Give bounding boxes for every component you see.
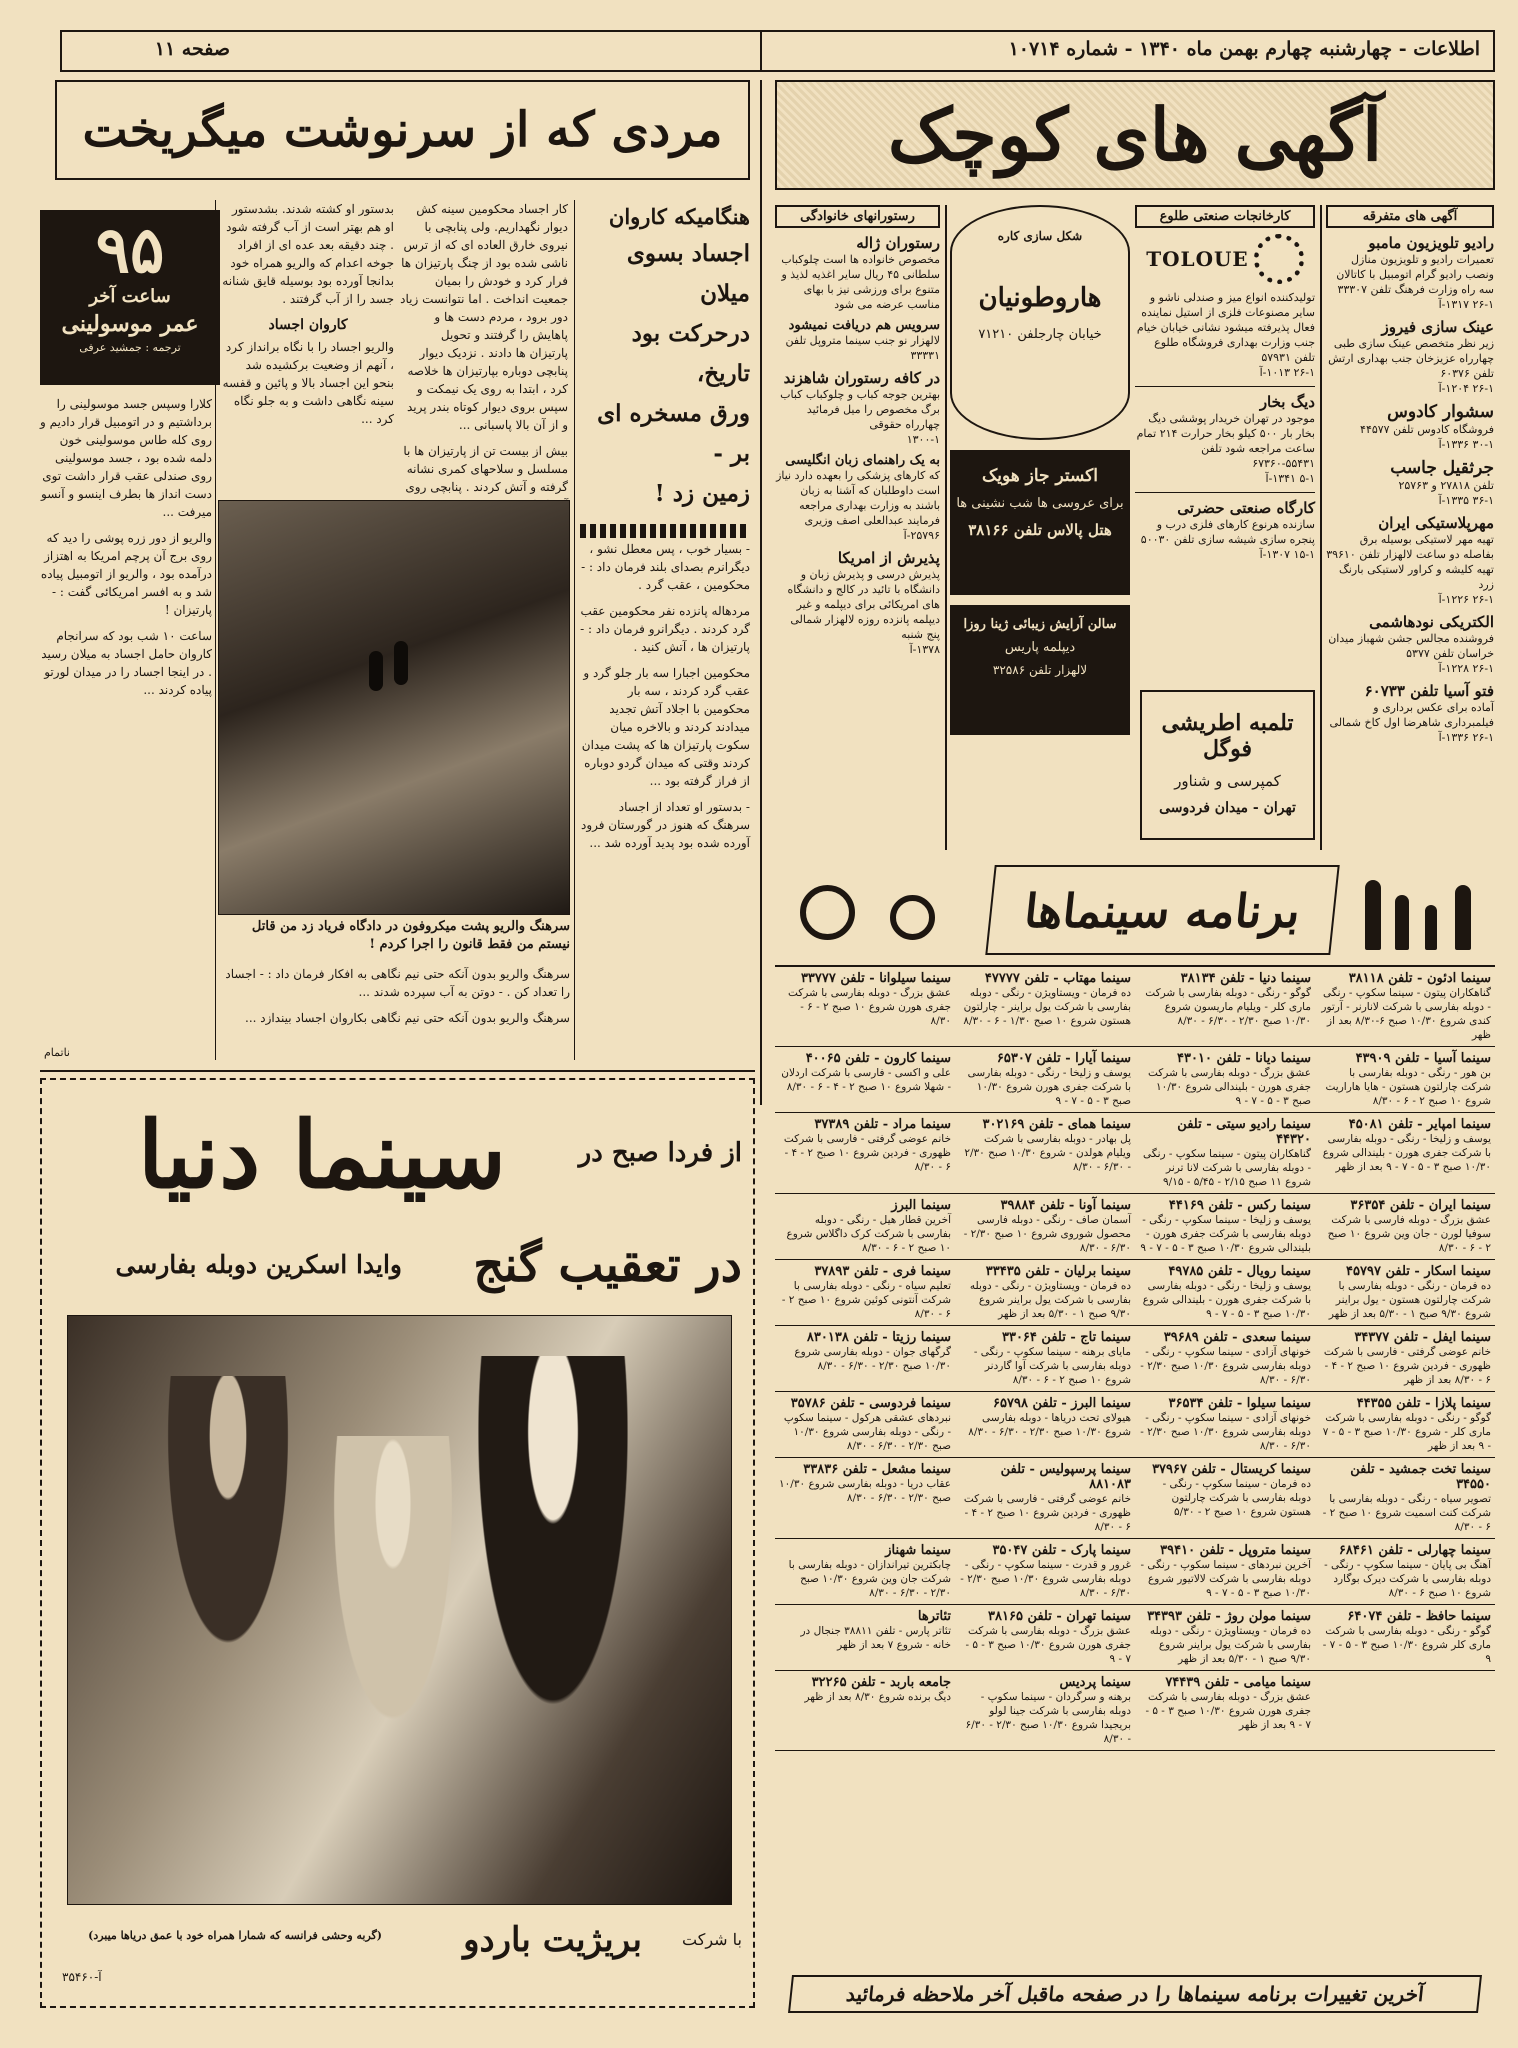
admission-ad-text: پذیرش درسی و پذیرش زبان و دانشگاه با تائید در کالج و دانشگاه های امریکائی برای دیپلمه و غیر دیپلمه پانزده روزه لالهزار شمالی پنج شنبه	[787, 568, 940, 641]
cinema-name: سینما آیارا - تلفن ۶۵۳۰۷	[996, 1051, 1131, 1066]
story-continued: ناتمام	[44, 1046, 70, 1059]
story-paragraph: سرهنگ والریو بدون آنکه حتی نیم نگاهی به افکار فرمان داد : - اجساد را تعداد کن . - دوتن به آب سپرده شدند ...	[225, 967, 570, 999]
cinema-banner-figures	[1355, 870, 1485, 955]
story-headline-2: اجساد بسوی میلان	[626, 240, 750, 307]
cafe-ad-code: ۱۳۰۰-۱	[906, 433, 940, 446]
film-reel-icon	[890, 895, 935, 940]
ornament-divider	[580, 524, 750, 538]
cinema-text: عشق بزرگ - دوبله بفارسی با شرکت جفری هورن شروع ۱۰ صبح ۲ - ۶ - ۸/۳۰	[788, 987, 951, 1027]
restaurant-ad-text: مخصوص خانواده ها است چلوکباب سلطانی ۴۵ ریال سایر اغذیه لذیذ و متنوع برای ورزشی نیز با بهای مناسب عرضه می شود	[781, 253, 940, 311]
cinema-listing	[955, 967, 1135, 1047]
gear-icon	[1254, 234, 1304, 284]
cinema-text: آهنگ بی پایان - سینما سکوپ - رنگی - دوبله بفارسی با شرکت دیرک بوگارد شروع ۱۰ صبح ۶ - ۸/۳۰	[1324, 1559, 1491, 1599]
cinema-text: نبردهای عشقی هرکول - سینما سکوپ - رنگی - دوبله بفارسی شروع ۱۰/۳۰ صبح ۲/۳۰ - ۶/۳۰ - ۸/۳۰	[783, 1412, 951, 1452]
misc-ad-text: فروشنده مجالس جشن شهباز میدان خراسان تلفن ۵۳۷۷	[1328, 632, 1494, 660]
cinema-listing	[1135, 1539, 1315, 1605]
misc-ad-code: ۲۶-۱ ۱۳۳۶-آ	[1438, 731, 1494, 744]
ad-box-line2: تهران - میدان فردوسی	[1159, 800, 1296, 816]
boiler-ad-text: موجود در تهران خریدار پوششی دیگ بخار بار ۵۰۰ کیلو بخار حرارت ۲۱۴ تمام ساعت مراجعه شود تلفن ۵۵۴۳۱-۶۷۳۶۰	[1136, 412, 1315, 470]
story-title: مردی که از سرنوشت میگریخت	[82, 102, 723, 158]
cinema-name: سینما پردیس	[1059, 1675, 1131, 1690]
cinema-text: خانم عوضی گرفتی - فارسی با شرکت ظهوری - فردین شروع ۱۰ صبح ۲ - ۴ - ۶ - ۸/۳۰ بعد از ظهر	[1323, 1346, 1491, 1386]
story-paragraph: مردهاله پانزده نفر محکومین عقب گرد کردند . دیگرانرو فرمان داد : - پارتیزان ها ، آتش کنید .	[580, 604, 750, 654]
story-photo-caption: سرهنگ والریو پشت میکروفون در دادگاه فریاد زد من قاتل نیستم من فقط قانون را اجرا کردم !	[251, 919, 570, 952]
cinema-name: سینما البرز - تلفن ۶۵۷۹۸	[993, 1396, 1131, 1411]
cinema-listing	[775, 1671, 955, 1751]
workshop-ad-code: ۱۵-۱ ۱۳۰۷-آ	[1259, 548, 1315, 561]
cinema-listing	[1135, 967, 1315, 1047]
ad-box-salon	[950, 605, 1130, 735]
cinema-listing	[955, 1047, 1135, 1113]
cinema-name: سینما دیانا - تلفن ۴۳۰۱۰	[1177, 1051, 1311, 1066]
story-col-5	[218, 965, 570, 1060]
misc-ad-text: تلفن ۲۷۸۱۸ و ۲۵۷۶۳	[1398, 479, 1494, 492]
misc-ad-7	[1326, 682, 1494, 745]
countdown-box	[40, 210, 220, 385]
cinema-text: ده فرمان - رنگی - دوبله بفارسی با شرکت چارلتون هستون - یول براینر شروع ۹/۳۰ صبح ۱ - ۵/۳۰ بعد از ظهر	[1328, 1280, 1491, 1320]
cinema-name: سینما امپایر - تلفن ۴۵۰۸۱	[1348, 1117, 1491, 1132]
dinia-ad-code: ۳۵۴۶۰-آ	[62, 1970, 102, 1984]
actor-figure	[158, 1376, 298, 1676]
cinema-text: گوگو - رنگی - دوبله بفارسی با شرکت ماری کلر - ویلیام ماریسون شروع ۱۰/۳۰ صبح ۲/۳۰ - ۶/۳۰ - ۸/۳۰	[1145, 987, 1311, 1027]
countdown-label: ساعت آخر	[89, 286, 171, 307]
cinema-listing	[1315, 1605, 1495, 1671]
cinema-name: سینما کریستال - تلفن ۳۷۹۶۷	[1152, 1462, 1311, 1477]
cinema-text: خونهای آزادی - سینما سکوپ - رنگی - دوبله بفارسی شروع ۱۰/۳۰ صبح ۲/۳۰ - ۶/۳۰ - ۸/۳۰	[1140, 1412, 1311, 1452]
ads-col-restaurants	[775, 205, 940, 850]
admission-ad-title: پذیرش از امریکا	[837, 549, 940, 567]
story-headline-5: زمین زد !	[654, 480, 750, 507]
ads-col-misc-heading: آگهی های متفرقه	[1326, 205, 1494, 228]
cinema-listing	[1135, 1605, 1315, 1671]
cinema-listing	[1135, 1194, 1315, 1260]
misc-ad-title: رادیو تلویزیون مامبو	[1368, 234, 1494, 252]
story-paragraph: سرهنگ والریو بدون آنکه حتی نیم نگاهی بکاروان اجساد بیندازد ...	[245, 1011, 570, 1025]
admission-ad-code: ۱۳۷۸-آ	[909, 643, 940, 656]
cinema-text: بن هور - رنگی - دوبله بفارسی با شرکت چارلتون هستون - هایا هاراریت شروع ۱۰ صبح ۲ - ۶ - ۸/۳۰	[1325, 1067, 1491, 1107]
ad-box-line2: هتل پالاس تلفن ۳۸۱۶۶	[968, 521, 1112, 539]
cinema-listing	[1315, 1194, 1495, 1260]
cinema-name: سینما دنیا - تلفن ۳۸۱۳۴	[1180, 971, 1311, 986]
cinema-name: سینما میامی - تلفن ۷۴۴۳۹	[1165, 1675, 1311, 1690]
ads-col-rule-2	[945, 205, 947, 850]
cinema-listing	[955, 1260, 1135, 1326]
cinema-text: آسمان صاف - رنگی - دوبله فارسی محصول شوروی شروع ۱۰ صبح ۲/۳۰ - ۶/۳۰ - ۸/۳۰	[963, 1214, 1131, 1254]
misc-ad-text: تهیه مهر لاستیکی بوسیله برق بفاصله دو ساعت لالهزار تلفن ۳۹۶۱۰ تهیه کلیشه و کراور لاستیکی بارنگ زرد	[1326, 533, 1494, 591]
story-paragraph: کلارا وسپس جسد موسولینی را برداشتیم و در اتومبیل قرار دادیم و روی کله طاس موسولینی خون دلمه شده بود ، جسد موسولینی روی صندلی عقب قرار داشت توی دست انداز ها بطرف اینسو و آنسو میرفت ...	[39, 397, 212, 519]
guide-ad-title: به یک راهنمای زبان انگلیسی	[785, 453, 940, 468]
misc-ad-3	[1326, 402, 1494, 452]
cinema-text: عشق بزرگ - دوبله بفارسی با شرکت جفری هورن شروع ۱۰/۳۰ صبح ۳ - ۵ - ۷ - ۹ بعد از ظهر	[1145, 1691, 1311, 1731]
misc-ad-2	[1326, 318, 1494, 396]
cinema-text: یوسف و زلیخا - رنگی - دوبله بفارسی با شرکت جفری هورن - بلیندالی شروع ۱۰/۳۰ صبح ۳ - ۵ - ۷ - ۹ بعد از ظهر	[1322, 1133, 1491, 1173]
toloue-logo	[1135, 234, 1315, 284]
misc-ad-1	[1326, 234, 1494, 312]
cinema-text: علی و اکسی - فارسی با شرکت اردلان - شهلا شروع ۱۰ صبح ۲ - ۴ - ۶ - ۸/۳۰	[781, 1067, 951, 1093]
cinema-name: سینما سعدی - تلفن ۳۹۶۸۹	[1163, 1330, 1311, 1345]
cinema-listing	[775, 1194, 955, 1260]
workshop-ad-text: سازنده هرنوع کارهای فلزی درب و پنجره سازی شیشه سازی تلفن ۵۰۰۳۰	[1140, 518, 1315, 546]
dinia-ad-film-still	[67, 1315, 732, 1905]
cinema-listing	[955, 1194, 1135, 1260]
service-ad-text: لالهزار نو جنب سینما متروپل تلفن ۳۳۳۳۱	[785, 334, 940, 362]
misc-ad-text: تعمیرات رادیو و تلویزیون منازل ونصب رادیو گرام اتومبیل با کاتالان سه راه وزارت فرهنگ تلفن ۳۳۳۰۷	[1336, 253, 1494, 296]
misc-ad-5	[1326, 514, 1494, 607]
cinema-text: تصویر سیاه - رنگی - دوبله بفارسی با شرکت کنت اسمیت شروع ۱۰ صبح ۲ - ۶ - ۸/۳۰	[1322, 1493, 1491, 1533]
cinema-text: چابکترین تیراندازان - دوبله بفارسی با شرکت جان وین شروع ۱۰/۳۰ صبح ۲/۳۰ - ۶/۳۰ - ۸/۳۰	[788, 1559, 951, 1599]
cinema-text: گوگو - رنگی - دوبله بفارسی با شرکت ماری کلر شروع ۱۰/۳۰ صبح ۳ - ۵ - ۷ - ۹	[1322, 1625, 1491, 1665]
cinema-listing	[1135, 1392, 1315, 1458]
cinema-text: پل بهادر - دوبله بفارسی با شرکت ویلیام هولدن - شروع ۱۰/۳۰ صبح ۲/۳۰ - ۶/۳۰ - ۸/۳۰	[964, 1133, 1131, 1173]
misc-ad-text: فروشگاه کادوس تلفن ۴۴۵۷۷	[1360, 423, 1494, 436]
story-paragraph: والریو از دور زره پوشی را دید که روی برج آن پرچم امریکا به اهتزاز درآمده بود ، والریو از اتومبیل پیاده شد و به افسر امریکائی گفت : - پارتیزان !	[40, 531, 212, 617]
cinema-listing	[1315, 1671, 1495, 1751]
cinema-name: سینما فردوسی - تلفن ۳۵۷۸۶	[790, 1396, 951, 1411]
person-icon	[1425, 905, 1437, 950]
cinema-listing	[955, 1605, 1135, 1671]
misc-ad-code: ۲۶-۱ ۱۲۰۴-آ	[1438, 382, 1494, 395]
cinema-text: گناهکاران پیتون - سینما سکوپ - رنگی - دوبله بفارسی با شرکت لانا ترنر شروع ۱۱ صبح ۲/۱۵ - ۵/۴۵ - ۹/۱۵	[1143, 1148, 1311, 1188]
dinia-ad-prefix: از فردا صبح در	[578, 1138, 742, 1168]
ad-box-line1: هاروطونیان	[978, 283, 1102, 313]
film-reel-icon	[800, 885, 855, 940]
countdown-number: ۹۵	[95, 213, 165, 288]
person-icon	[1395, 895, 1409, 950]
cinema-text: گرگهای جوان - دوبله بفارسی شروع ۱۰/۳۰ صبح ۲/۳۰ - ۶/۳۰ - ۸/۳۰	[794, 1346, 951, 1372]
cinema-name: سینما رادیو سیتی - تلفن ۴۴۳۲۰	[1177, 1117, 1311, 1147]
cinema-text: دیگ برنده شروع ۸/۳۰ بعد از ظهر	[804, 1691, 951, 1703]
cinema-text: آخرین نبردهای - سینما سکوپ - رنگی - دوبله بفارسی با شرکت لالاتیور شروع ۱۰/۳۰ صبح ۳ - ۵ - ۷ - ۹	[1140, 1559, 1311, 1599]
dinia-ad-film: در تعقیب گنج	[473, 1237, 742, 1293]
cinema-listing	[955, 1458, 1135, 1539]
story-paragraph: - بدستور او تعداد از اجساد سرهنگ که هنوز در گورستان فرود آورده شده بود پدید آورده شد ...	[580, 800, 750, 850]
dinia-ad-star: بریژیت باردو	[463, 1920, 642, 1960]
cinema-name: سینما شهناز	[885, 1543, 951, 1558]
cinema-text: ده فرمان - ویستاویژن - رنگی - دوبله بفارسی با شرکت یول براینر شروع ۹/۳۰ صبح ۱ - ۵/۳۰ بعد از ظهر	[969, 1280, 1131, 1320]
story-paragraph: بیش از بیست تن از پارتیزان ها با مسلسل و سلاحهای کمری نشانه گرفته و آتش کردند . پنابچی روی	[403, 444, 568, 494]
story-title-box	[55, 80, 750, 180]
cinema-name: سینما تاج - تلفن ۳۳۰۶۴	[1001, 1330, 1131, 1345]
cinema-listing	[1135, 1458, 1315, 1539]
cinema-name: سینما تهران - تلفن ۳۸۱۶۵	[988, 1609, 1131, 1624]
misc-ad-text: زیر نظر متخصص عینک سازی طبی چهارراه عزیزخان جنب بهداری ارتش تلفن ۶۰۳۷۶	[1328, 337, 1494, 380]
small-ads-title: آگهی های کوچک	[887, 92, 1383, 177]
cinema-footer-text: آخرین تغییرات برنامه سینماها را در صفحه ماقبل آخر ملاحظه فرمائید	[844, 1982, 1426, 2006]
toloue-ad-text: تولیدکننده انواع میز و صندلی ناشو و سایر مصنوعات فلزی از استیل نماینده فعال پذیرفته میشود نشانی خیابان خیام جنب وزارت بهداری فروشگاه طلوع تلفن ۵۷۹۳۱	[1136, 291, 1315, 364]
cinema-text: ده فرمان - ویستاویژن - رنگی - دوبله بفارسی با شرکت یول براینر شروع ۹/۳۰ صبح ۱ - ۵/۳۰ بعد از ظهر	[1149, 1625, 1311, 1665]
ads-col-industry-heading: کارخانجات صنعتی طلوع	[1135, 205, 1315, 228]
cinema-name: سینما فری - تلفن ۳۷۸۹۳	[814, 1264, 951, 1279]
boiler-ad-title: دیگ بخار	[1259, 393, 1315, 411]
cafe-ad-text: بهترین جوجه کباب و چلوکباب کباب برگ مخصوص را میل فرمائید چهارراه حقوقی	[780, 388, 940, 431]
cinema-text: غرور و قدرت - سینما سکوپ - رنگی - دوبله بفارسی شروع ۱۰/۳۰ صبح ۲/۳۰ - ۶/۳۰ - ۸/۳۰	[960, 1559, 1131, 1599]
cinema-grid	[775, 965, 1495, 1965]
ad-box-title: اکستر جاز هویک	[982, 466, 1098, 486]
cinema-listing	[775, 1047, 955, 1113]
cinema-listing	[1315, 1392, 1495, 1458]
cinema-listing	[775, 1326, 955, 1392]
cinema-banner	[985, 865, 1339, 955]
ad-box-line1: برای عروسی ها شب نشینی ها	[956, 496, 1124, 511]
story-col-4	[40, 395, 212, 1045]
cinema-text: خانم عوضی گرفتی - فارسی با شرکت ظهوری - فردین شروع ۱۰ صبح ۲ - ۴ - ۶ - ۸/۳۰	[963, 1493, 1131, 1533]
cinema-listing	[955, 1392, 1135, 1458]
misc-ad-text: آماده برای عکس برداری و فیلمبرداری شاهرضا اول کاخ شمالی	[1329, 701, 1494, 729]
story-headline-1: هنگامیکه کاروان	[608, 204, 750, 229]
cinema-text: عشق بزرگ - دوبله بفارسی با شرکت جفری هورن - بلیندالی شروع ۱۰/۳۰ صبح ۳ - ۵ - ۷ - ۹	[1148, 1067, 1311, 1107]
person-icon	[1365, 880, 1381, 950]
cinema-footer-notice	[788, 1975, 1482, 2013]
actress-figure	[318, 1436, 468, 1776]
cinema-listing	[1315, 1326, 1495, 1392]
misc-ad-code: ۳۶-۱ ۱۳۳۵-آ	[1438, 494, 1494, 507]
cinema-name: سینما رویال - تلفن ۴۹۷۸۵	[1168, 1264, 1311, 1279]
cinema-name: سینما رکس - تلفن ۴۴۱۶۹	[1168, 1198, 1311, 1213]
microphone-icon	[369, 651, 383, 691]
ad-box-vogel	[1140, 690, 1315, 840]
main-column-divider	[760, 80, 762, 1105]
cinema-name: سینما آسیا - تلفن ۴۳۹۰۹	[1355, 1051, 1491, 1066]
ad-box-line2: خیابان چارجلفن ۷۱۲۱۰	[978, 327, 1102, 342]
cinema-name: جامعه باربد - تلفن ۳۲۲۶۵	[811, 1675, 951, 1690]
cinema-name: سینما سیلوا - تلفن ۳۶۵۳۴	[1168, 1396, 1311, 1411]
cinema-banner-title: برنامه سینماها	[1021, 884, 1303, 938]
cinema-text: هیولای تحت دریاها - دوبله بفارسی شروع ۱۰/۳۰ صبح ۲/۳۰ - ۶/۳۰ - ۸/۳۰	[968, 1412, 1131, 1438]
cinema-text: یوسف و زلیخا - رنگی - دوبله بفارسی با شرکت جفری هورن - بلیندالی شروع ۱۰/۳۰ صبح ۳ - ۵ - ۷ - ۹	[1142, 1280, 1311, 1320]
story-col-3	[222, 200, 394, 495]
dinia-ad-with: با شرکت	[682, 1930, 742, 1949]
cinema-listing	[1315, 1458, 1495, 1539]
cinema-text: تئاتر پارس - تلفن ۳۸۸۱۱ جنجال در خانه - شروع ۷ بعد از ظهر	[800, 1625, 951, 1651]
ad-box-title: شکل سازی کاره	[997, 229, 1083, 243]
cinema-listing	[775, 1458, 955, 1539]
misc-ad-title: مهرپلاستیکی ایران	[1378, 514, 1494, 532]
cinema-text: برهنه و سرگردان - سینما سکوپ - دوبله بفارسی با شرکت جینا لولو بریجیدا شروع ۱۰/۳۰ صبح ۲/۳۰ - ۶/۳۰ - ۸/۳۰	[965, 1691, 1131, 1745]
cinema-name: سینما همای - تلفن ۳۰۲۱۶۹	[982, 1117, 1131, 1132]
cinema-listing	[775, 1605, 955, 1671]
cinema-text: عشق بزرگ - دوبله فارسی با شرکت سوفیا لورن - جان وین شروع ۱۰ صبح ۲ - ۶ - ۸/۳۰	[1327, 1214, 1491, 1254]
cinema-listing	[1315, 967, 1495, 1047]
cinema-name: سینما کارون - تلفن ۴۰۰۶۵	[805, 1051, 951, 1066]
countdown-subject: عمر موسولینی	[61, 311, 199, 337]
ad-box-line1: دیپلمه پاریس	[1004, 640, 1076, 655]
cinema-listing	[1315, 1113, 1495, 1194]
misc-ad-title: عینک سازی فیروز	[1381, 318, 1494, 336]
workshop-ad-title: کارگاه صنعتی حضرتی	[1177, 499, 1315, 517]
microphone-icon	[394, 641, 408, 685]
story-col-rule	[215, 200, 216, 1060]
cinema-listing	[1315, 1260, 1495, 1326]
cinema-text: عقاب دریا - دوبله بفارسی شروع ۱۰/۳۰ صبح ۲/۳۰ - ۶/۳۰ - ۸/۳۰	[779, 1478, 951, 1504]
cinema-dinia-ad	[40, 1078, 755, 2008]
cinema-text: گناهکاران پیتون - سینما سکوپ - رنگی - دوبله بفارسی با شرکت لانارنر - آرتور کندی شروع ۱۰/۳۰ صبح ۶-۸/۳۰ بعد از ظهر	[1321, 987, 1491, 1041]
story-headline-3: درحرکت بود تاریخ،	[631, 320, 750, 387]
misc-ad-title: فتو آسیا تلفن ۶۰۷۳۳	[1364, 682, 1494, 700]
story-paragraph: کار اجساد محکومین سینه کش دیوار نگهداریم. ولی پنابچی با نیروی خارق العاده ای که از ترس ناشی شده بود از چنگ پارتیزان ها فرار کرد و خودش را بمیان جمعیت انداخت . اما نتوانست زیاد دور برود ، مردم دست ها و پاهایش را گرفتند و تحویل پارتیزان ها دادند . نزدیک دیوار پنابچی دوباره بپارتیزان ها خلاصه کرد ، ابتدا به روی یک نیمکت و سپس بروی دیوار کوتاه بندر پرید و از آن بالا پاسبانی ...	[400, 202, 568, 432]
cinema-text: گوگو - رنگی - دوبله بفارسی با شرکت ماری کلر - شروع ۱۰/۳۰ صبح ۳ - ۵ - ۷ - ۹ بعد از ظهر	[1322, 1412, 1491, 1452]
misc-ad-code: ۳۰-۱ ۱۳۳۶-آ	[1438, 438, 1494, 451]
cinema-listing	[775, 1113, 955, 1194]
cinema-name: سینما ایفل - تلفن ۳۴۳۷۷	[1354, 1330, 1491, 1345]
cinema-listing	[1135, 1047, 1315, 1113]
ads-col-misc	[1326, 205, 1494, 850]
misc-ad-6	[1326, 613, 1494, 676]
misc-ad-code: ۲۶-۱ ۱۲۲۸-آ	[1438, 662, 1494, 675]
cinema-text: ده فرمان - ویستاویژن - رنگی - دوبله بفارسی با شرکت یول براینر - چارلتون هستون شروع ۱۰ صبح ۱/۳۰ - ۶ - ۸/۳۰	[963, 987, 1131, 1027]
ads-col-rule-1	[1320, 205, 1322, 850]
cinema-name: سینما مولن روژ - تلفن ۳۴۳۹۳	[1147, 1609, 1311, 1624]
cinema-text: خانم عوضی گرفتی - فارسی با شرکت ظهوری - فردین شروع ۱۰ صبح ۲ - ۴ - ۶ - ۸/۳۰	[783, 1133, 951, 1173]
ad-box-harutunian	[950, 205, 1130, 440]
cinema-listing	[775, 1392, 955, 1458]
dinia-ad-subtitle: وایدا اسکرین دوبله بفارسی	[115, 1250, 402, 1279]
cinema-name: سینما ایران - تلفن ۳۶۳۵۴	[1350, 1198, 1491, 1213]
story-photo-mussolini-trial	[218, 500, 570, 915]
cinema-listing	[955, 1326, 1135, 1392]
cinema-name: سینما پلازا - تلفن ۴۴۳۵۵	[1356, 1396, 1491, 1411]
cinema-text: یوسف و زلیخا - رنگی - دوبله بفارسی با شرکت جفری هورن شروع ۱۰/۳۰ صبح ۳ - ۵ - ۷ - ۹	[967, 1067, 1131, 1107]
cinema-name: تئاترها	[917, 1609, 951, 1624]
ad-box-title: سالن آرایش زیبائی ژینا روزا	[963, 617, 1117, 632]
cinema-text: خونهای آزادی - سینما سکوپ - رنگی - دوبله بفارسی شروع ۱۰/۳۰ صبح ۲/۳۰ - ۶/۳۰ - ۸/۳۰	[1140, 1346, 1311, 1386]
toloue-ad-code: ۲۶-۱ ۱۰۱۳-آ	[1259, 366, 1315, 379]
cinema-name: سینما ادئون - تلفن ۳۸۱۱۸	[1348, 971, 1491, 986]
ad-top-rule	[40, 1070, 755, 1072]
cinema-listing	[775, 1539, 955, 1605]
story-paragraph: والریو اجساد را با نگاه برانداز کرد ، آنهم از وضعیت برکشیده شد بنحو این اجساد بالا و پائین و قفسه سینه نگاهی داشت و به جلو نگاه کرد ...	[222, 340, 394, 426]
boiler-ad-code: ۵-۱ ۱۳۴۱-آ	[1265, 472, 1315, 485]
ad-box-jazz	[950, 450, 1130, 595]
misc-ad-code: ۲۶-۱ ۱۳۱۷-آ	[1438, 298, 1494, 311]
small-ads-banner	[775, 80, 1495, 190]
header-right-text: اطلاعات - چهارشنبه چهارم بهمن ماه ۱۳۴۰ - شماره ۱۰۷۱۴	[1008, 38, 1480, 60]
cinema-listing	[1315, 1539, 1495, 1605]
ad-box-title: تلمبه اطریشی فوگل	[1161, 710, 1294, 762]
cinema-text: ده فرمان - سینما سکوپ - رنگی - دوبله بفارسی با شرکت چارلتون هستون شروع ۱۰ صبح ۲ - ۵/۳۰	[1162, 1478, 1311, 1518]
ads-col-restaurants-heading: رستورانهای خانوادگی	[775, 205, 940, 228]
cinema-name: سینما تخت جمشید - تلفن ۳۴۵۵۰	[1350, 1462, 1491, 1492]
story-headline-box	[580, 200, 750, 530]
cinema-name: سینما مشعل - تلفن ۳۳۸۳۶	[803, 1462, 951, 1477]
cinema-listing	[1315, 1047, 1495, 1113]
story-paragraph: محکومین اجبارا سه بار جلو گرد و عقب گرد کردند ، سه بار محکومین با اجلاد آتش تجدید میدادند کردند و بالاخره میان سکوت پارتیزان ها که پشت میدان کردند وقتی که میدان گردو دوباره از فراز گرفته بود ...	[581, 666, 750, 788]
cinema-listing	[1135, 1113, 1315, 1194]
dinia-ad-note: (گربه وحشی فرانسه که شمارا همراه خود با عمق دریاها میبرد)	[88, 1929, 382, 1942]
misc-ad-title: الکتریکی نودهاشمی	[1369, 613, 1494, 631]
service-ad-title: سرویس هم دریافت نمیشود	[788, 318, 940, 333]
cinema-text: تعلیم سیاه - رنگی - دوبله بفارسی با شرکت آنتونی کوئین شروع ۱۰ صبح ۲ - ۶ - ۸/۳۰	[781, 1280, 951, 1320]
story-headline-4: ورق مسخره ای بر -	[597, 400, 750, 467]
story-paragraph: بدستور او کشته شدند. بشدستور او هم بهتر است از آب گرفته شود . چند دقیقه بعد عده ای از افراد جوخه اعدام که والریو همراه خود بدانجا آورده بود بوسیله قایق شنانه جسد را از آب گرفتند .	[222, 202, 394, 306]
cinema-listing	[955, 1539, 1135, 1605]
cinema-name: سینما اسکار - تلفن ۴۵۷۹۷	[1346, 1264, 1491, 1279]
cinema-banner-figures-left	[780, 870, 980, 955]
cinema-text: عشق بزرگ - دوبله بفارسی با شرکت جفری هورن شروع ۱۰/۳۰ صبح ۳ - ۵ - ۷ - ۹	[965, 1625, 1131, 1665]
cinema-text: آخرین قطار هیل - رنگی - دوبله بفارسی با شرکت کرک داگلاس شروع ۱۰ صبح ۲ - ۶ - ۸/۳۰	[786, 1214, 951, 1254]
story-col-1	[580, 540, 750, 1060]
story-col-2	[400, 200, 568, 495]
cinema-name: سینما رزیتا - تلفن ۸۳۰۱۳۸	[806, 1330, 951, 1345]
story-paragraph: ساعت ۱۰ شب بود که سرانجام کاروان حامل اجساد به میلان رسید . در اینجا اجساد را در میدان لورتو پیاده کردند ...	[41, 629, 212, 697]
story-col-rule	[574, 200, 575, 1060]
ad-box-line1: کمپرسی و شناور	[1174, 772, 1281, 790]
cinema-name: سینما البرز	[891, 1198, 951, 1213]
cinema-name: سینما پارک - تلفن ۳۵۰۴۷	[992, 1543, 1131, 1558]
guide-ad-code: ۲۵۷۹۶-آ	[903, 529, 940, 542]
story-subhead: کاروان اجساد	[268, 317, 348, 333]
cinema-name: سینما متروپل - تلفن ۳۹۴۱۰	[1160, 1543, 1311, 1558]
cinema-listing	[775, 1260, 955, 1326]
cafe-ad-title: در کافه رستوران شاهزند	[783, 369, 940, 387]
countdown-credit: ترجمه : جمشید عرفی	[79, 341, 181, 354]
cinema-listing	[955, 1671, 1135, 1751]
cinema-name: سینما مهتاب - تلفن ۴۷۷۷۷	[984, 971, 1131, 986]
dinia-ad-cinema: سینما دنیا	[137, 1101, 507, 1209]
story-paragraph: - بسیار خوب ، پس معطل نشو ، دیگرانرم بصدای بلند فرمان داد : - محکومین ، عقب گرد .	[581, 542, 750, 592]
header-page-number: صفحه ۱۱	[154, 38, 230, 60]
misc-ad-4	[1326, 458, 1494, 508]
cinema-name: سینما برلیان - تلفن ۳۳۴۳۵	[985, 1264, 1131, 1279]
cinema-name: سینما مراد - تلفن ۳۷۳۸۹	[814, 1117, 951, 1132]
cinema-listing	[955, 1113, 1135, 1194]
cinema-text: مایای برهنه - سینما سکوپ - رنگی - دوبله بفارسی با شرکت آوا گاردنر شروع ۱۰ صبح ۲ - ۶ - ۸/۳۰	[973, 1346, 1131, 1386]
cinema-name: سینما چهارلی - تلفن ۶۸۴۶۱	[1338, 1543, 1491, 1558]
cinema-text: یوسف و زلیخا - سینما سکوپ - رنگی - دوبله بفارسی با شرکت جفری هورن - بلیندالی شروع ۱۰/۳۰ صبح ۳ - ۵ - ۷ - ۹	[1140, 1214, 1311, 1254]
header-divider	[760, 30, 762, 72]
toloue-logo-text: TOLOUE	[1146, 247, 1249, 271]
cinema-name: سینما سیلوانا - تلفن ۳۳۷۷۷	[800, 971, 951, 986]
restaurant-ad-title: رستوران ژاله	[856, 234, 940, 252]
cinema-name: سینما آونا - تلفن ۳۹۸۸۴	[1000, 1198, 1131, 1213]
person-icon	[1455, 885, 1471, 950]
cinema-name: سینما پرسپولیس - تلفن ۸۸۱۰۸۳	[1000, 1462, 1131, 1492]
cinema-listing	[1135, 1326, 1315, 1392]
actress-figure	[458, 1356, 648, 1776]
cinema-name: سینما حافظ - تلفن ۶۴۰۷۴	[1347, 1609, 1491, 1624]
misc-ad-title: جرثقیل جاسب	[1390, 458, 1494, 478]
misc-ad-code: ۲۶-۱ ۱۲۲۶-آ	[1438, 593, 1494, 606]
misc-ad-title: سشوار کادوس	[1387, 402, 1494, 422]
ad-box-line2: لالهزار تلفن ۳۲۵۸۶	[992, 663, 1088, 677]
guide-ad-text: که کارهای پزشکی را بعهده دارد نیاز است داوطلبان که آشنا به زبان باشند به وزارت بهداری مراجعه فرمایند عبدالعلی اصف وزیری	[776, 469, 940, 527]
cinema-listing	[1135, 1671, 1315, 1751]
cinema-listing	[1135, 1260, 1315, 1326]
cinema-listing	[775, 967, 955, 1047]
